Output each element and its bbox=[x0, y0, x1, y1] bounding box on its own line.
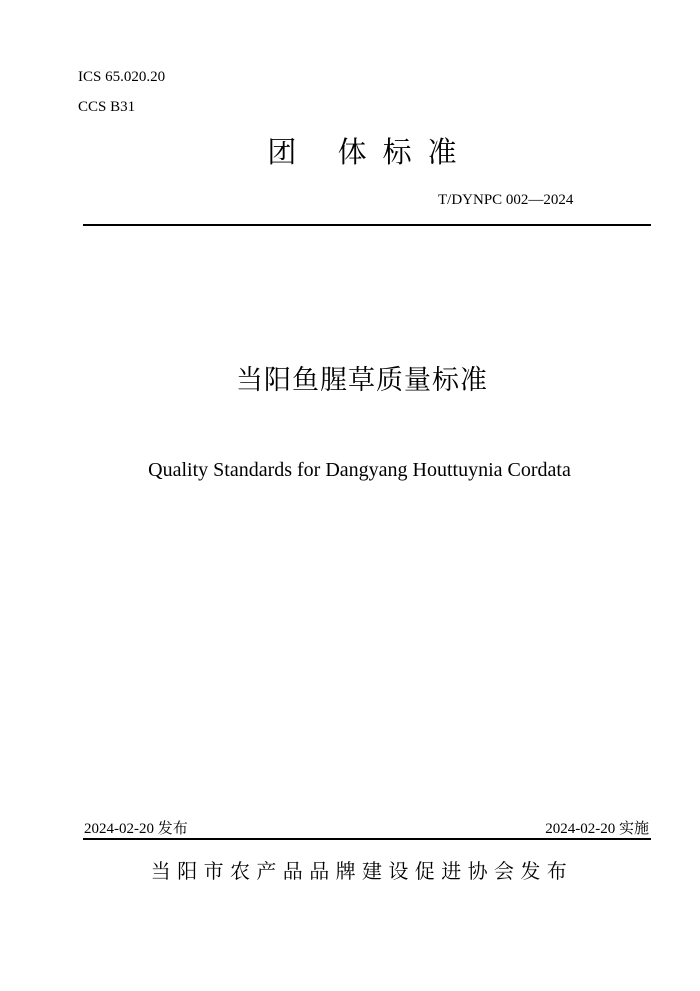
bottom-divider bbox=[83, 838, 651, 840]
english-title: Quality Standards for Dangyang Houttuynia Cordata bbox=[148, 459, 571, 481]
effective-date-line bbox=[545, 817, 649, 838]
ccs-code: CCS B31 bbox=[78, 99, 136, 115]
issuing-organization: 当阳市农产品品牌建设促进协会发布 bbox=[150, 859, 574, 883]
effective-date: 2024-02-20 bbox=[545, 821, 616, 837]
effective-label: 实施 bbox=[618, 819, 649, 837]
release-date-line bbox=[84, 817, 188, 838]
ics-code: ICS 65.020.20 bbox=[78, 69, 166, 85]
release-date: 2024-02-20 bbox=[84, 821, 154, 837]
standard-number: T/DYNPC 002—2024 bbox=[438, 192, 574, 208]
release-label: 发布 bbox=[157, 819, 188, 837]
top-divider bbox=[83, 224, 651, 226]
chinese-title: 当阳鱼腥草质量标准 bbox=[236, 365, 488, 396]
document-type-heading: 团 体标准 bbox=[267, 135, 473, 169]
